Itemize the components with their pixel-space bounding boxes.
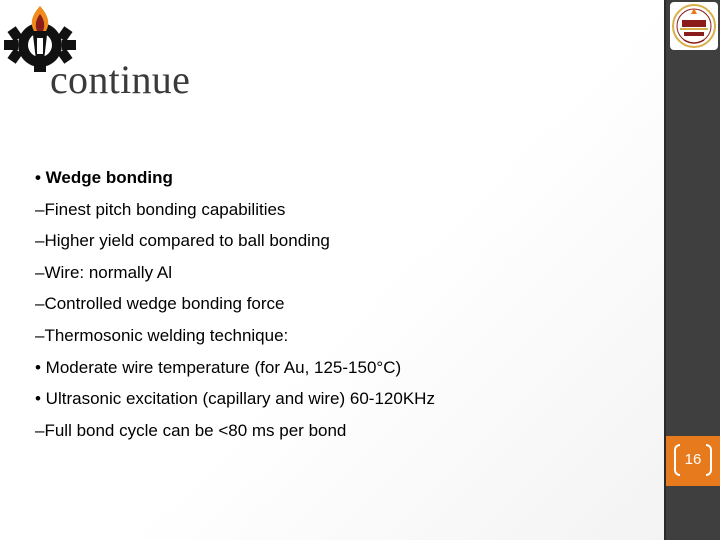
page-number-badge: [666, 436, 720, 486]
bullet-item: –Wire: normally Al: [35, 262, 172, 282]
bullet-item: • Wedge bonding: [35, 168, 173, 187]
slide-title: continue: [50, 57, 191, 102]
bullet-list: [35, 162, 645, 446]
bracket-right-icon: [706, 444, 712, 476]
bullet-item: –Thermosonic welding technique:: [35, 325, 289, 345]
bullet-item: –Higher yield compared to ball bonding: [35, 231, 330, 251]
institution-logo: [670, 2, 718, 50]
bullet-item: • Moderate wire temperature (for Au, 125-150°C): [35, 357, 402, 377]
institution-seal-icon: [670, 2, 718, 50]
bullet-item: –Finest pitch bonding capabilities: [35, 199, 286, 219]
bullet-item: • Ultrasonic excitation (capillary and wire) 60-120KHz: [35, 389, 435, 409]
bullet-item: –Controlled wedge bonding force: [35, 294, 285, 314]
page-number: 16: [684, 451, 702, 468]
bullet-item: –Full bond cycle can be <80 ms per bond: [35, 420, 347, 440]
